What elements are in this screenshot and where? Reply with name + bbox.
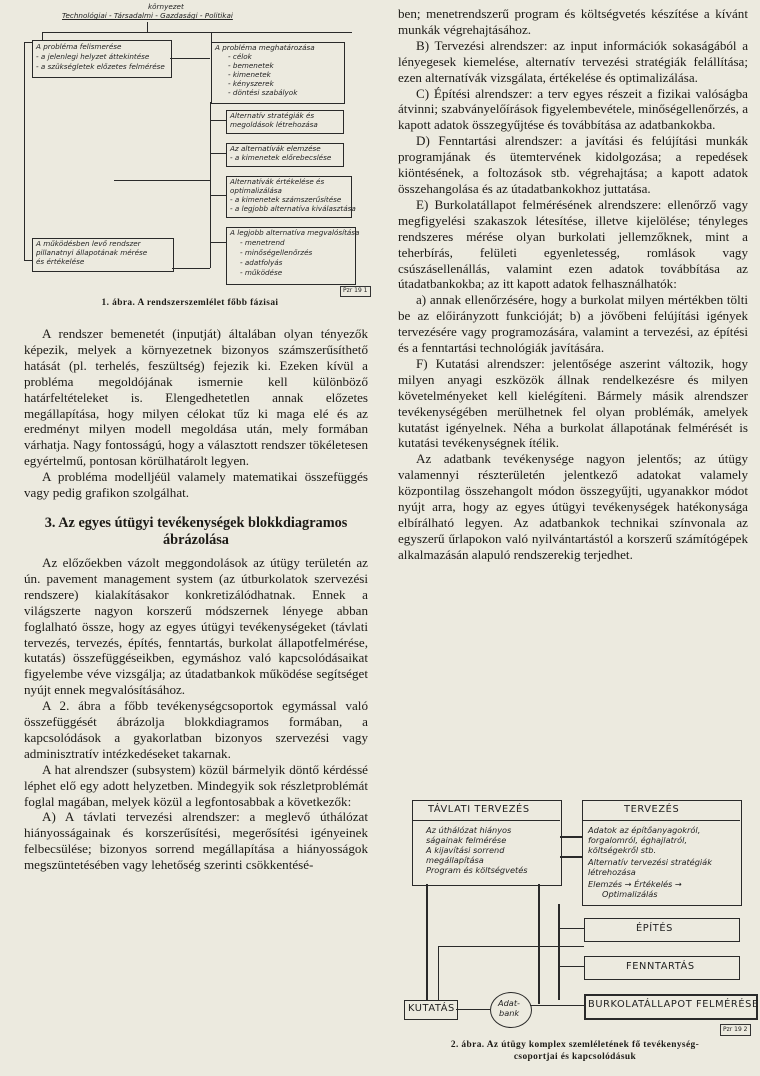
paragraph: D) Fenntartási alrendszer: a javítási és felújítási munkák programjának és ütemtervének kidolgozása; a repedések kiöntésének, a foltozások stb. végrehajtása; a kapott adatok összehangolása és az útadatbankokhoz juttatása. bbox=[398, 133, 748, 196]
fig1-define-line-3: - bemenetek bbox=[228, 61, 274, 70]
fig1-alt-analysis-line-2: - a kimenetek előrebecslése bbox=[230, 153, 332, 162]
fig1-environment-label: környezet bbox=[148, 2, 184, 11]
fig1-realization-line-4: - adatfolyás bbox=[240, 258, 283, 267]
fig2-design-line-6: Elemzés → Értékelés → bbox=[588, 879, 682, 889]
fig1-alt-analysis-line-1: Az alternatívák elemzése bbox=[230, 144, 321, 153]
fig1-realization-line-2: - menetrend bbox=[240, 238, 285, 247]
paragraph: A probléma modelljéül valamely matematikai összefüggés vagy pedig grafikon szolgálhat. bbox=[24, 469, 368, 501]
fig2-design-line-3: költségekről stb. bbox=[588, 845, 657, 855]
fig2-research-label: KUTATÁS bbox=[408, 1003, 455, 1014]
fig2-design-line-1: Adatok az építőanyagokról, bbox=[588, 825, 701, 835]
figure-2-diagram bbox=[398, 796, 759, 1040]
fig1-operation-line-2: pillanatnyi állapotának mérése bbox=[36, 248, 148, 257]
fig1-alt-eval-line-2: optimalizálása bbox=[230, 186, 282, 195]
fig2-design-line-5: létrehozása bbox=[588, 867, 636, 877]
fig2-databank-label-1: Adat- bbox=[498, 998, 520, 1008]
fig1-define-line-1: A probléma meghatározása bbox=[215, 43, 315, 52]
fig1-caption: 1. ábra. A rendszerszemlélet főbb fázisai bbox=[101, 298, 279, 308]
fig1-realization-line-3: - minőségellenőrzés bbox=[240, 248, 313, 257]
fig1-feedback-label bbox=[0, 118, 1, 170]
fig1-define-line-6: - döntési szabályok bbox=[228, 88, 298, 97]
fig1-strategies-line-1: Alternatív stratégiák és bbox=[230, 111, 315, 120]
figure-1-diagram bbox=[14, 2, 366, 294]
section-heading: 3. Az egyes útügyi tevékenységek blokkdiagramos ábrázolása bbox=[44, 514, 348, 548]
fig1-problem-line-1: A probléma felismerése bbox=[36, 42, 122, 51]
fig2-tag: Pzr 19 2 bbox=[720, 1024, 751, 1036]
fig1-realization-line-5: - működése bbox=[240, 268, 283, 277]
fig1-tag: Pzr 19 1 bbox=[340, 286, 371, 297]
paragraph: a) annak ellenőrzésére, hogy a burkolat milyen mértékben tölti be az előirányzott funkcióját; b) a jövőbeni felújítási igények tervezésére vagy programozására, valamint a tervezési, az építési és a fenntartási technológiák javítására. bbox=[398, 292, 748, 356]
paragraph: B) Tervezési alrendszer: az input információk sokaságából a lényegesek kiemelése, alternatív tervezési stratégiák felállítása; ezen alternatívák vizsgálata, értékelése és optimalizálása. bbox=[398, 37, 748, 85]
fig1-define-line-5: - kényszerek bbox=[228, 79, 274, 88]
fig1-problem-line-2: - a jelenlegi helyzet áttekintése bbox=[36, 52, 150, 61]
fig1-operation-line-1: A működésben levő rendszer bbox=[36, 239, 141, 248]
paragraph: A 2. ábra a főbb tevékenységcsoportok egymással való összefüggését ábrázolja blokkdiagramos formában, a kapcsolódások a gyakorlatban bizonyos szervezési vagy adminisztratív intézkedéseket takarnak. bbox=[24, 698, 368, 761]
fig2-long-term-line-3: A kijavítási sorrend bbox=[426, 845, 505, 855]
paragraph: Az adatbank tevékenysége nagyon jelentős; az útügy valamennyi részterületén jelentkező adatokat valamely központilag összehangolt módon összegyűjti, ugyanakkor módot nyújt arra, hogy az egyes útügyi tevékenységek hatékonysága elbírálható legyen. Az adatbankok technikai színvonala az egyszerű űrlapokon való nyilvántartástól a korszerű számítógépek alkalmazásán alapuló rendszerekig terjedhet. bbox=[398, 451, 748, 562]
paragraph: A hat alrendszer (subsystem) közül bármelyik döntő kérdéssé léphet elő egy adott helyzetben. Mindegyik sok részletproblémát foglal magában, melyek közül a legfontosabbak a következők: bbox=[24, 761, 368, 809]
fig2-design-line-2: forgalomról, éghajlatról, bbox=[588, 835, 688, 845]
fig2-long-term-line-4: megállapítása bbox=[426, 855, 484, 865]
paragraph: Az előzőekben vázolt meggondolások az útügy területén az ún. pavement management system (az útburkolatok szervezési rendszere) kialakításakor konkretizálódhatnak. Ennek a világszerte nagyon korszerű módszernek lényege abban foglalható össze, hogy az egyes útügyi tevékenységeket (távlati tervezés, tervezés, építés, fenntartás, burkolat állapotfelmérése, kutatás) összefüggéseikben, egymáshoz való kapcsolódásaikat figyelembe véve vizsgálja; az útadatbankok működése segítséget nyújt ennek megvalósításához. bbox=[24, 554, 368, 698]
fig2-long-term-title: TÁVLATI TERVEZÉS bbox=[428, 804, 530, 815]
fig1-problem-line-3: - a szükségletek előzetes felmérése bbox=[36, 62, 165, 71]
fig1-environment-factors: Technológiai - Társadalmi - Gazdasági - Politikai bbox=[62, 11, 233, 20]
paragraph: E) Burkolatállapot felmérésének alrendszere: ellenőrző vagy megfigyelési szakaszok létesítése, illetve kijelölése; tényleges rendszeres mérése olyan burkolati jellemzőknek, mint a teherbírás, felületi egyenletesség, romlások vagy csúszásellenállás, valamint ezen adatok továbbítása az útadatbankokba; az itt kapott adatok felhasználhatók: bbox=[398, 196, 748, 292]
fig1-alt-eval-line-3: - a kimenetek számszerűsítése bbox=[230, 195, 342, 204]
fig1-alt-eval-line-4: - a legjobb alternatíva kiválasztása bbox=[230, 204, 356, 213]
fig1-operation-line-3: és értékelése bbox=[36, 257, 85, 266]
fig2-design-line-4: Alternatív tervezési stratégiák bbox=[588, 857, 712, 867]
paragraph: F) Kutatási alrendszer: jelentősége aszerint változik, hogy milyen anyagi eszközök állnak rendelkezésre és milyen követelményeket kell kielégíteni. Bármely másik alrendszer tevékenységében merülhetnek fel olyan problémák, amelyek kutatást igényelnek. Néha a burkolat állapotának felmérését is kutatási tevékenységnek ítélik. bbox=[398, 355, 748, 451]
fig1-define-line-4: - kimenetek bbox=[228, 70, 271, 79]
fig2-design-line-7: Optimalizálás bbox=[602, 889, 658, 899]
fig2-caption-line-1: 2. ábra. Az útügy komplex szemléletének fő tevékenység- bbox=[450, 1040, 700, 1050]
fig2-construction-label: ÉPÍTÉS bbox=[636, 923, 673, 934]
fig2-caption-line-2: csoportjai és kapcsolódásuk bbox=[513, 1052, 637, 1062]
paragraph: A rendszer bemenetét (inputját) általában olyan tényezők képezik, melyek a környezetnek bizonyos számszerűsíthető hatását (pl. terhelés, feszültség) fejezik ki. Ezeken kívül a probléma megoldójának ismernie kell különböző határfeltételeket is. Elengedhetetlen annak előzetes megállapítása, hogy milyen célokat tűz ki maga elé és az eredményt milyen modell megoldása után, mely formában várhatja. Nagy fontosságú, hogy a választott rendszer tökéletesen egyértelmű, pontosan körülhatárolt legyen. bbox=[24, 326, 368, 469]
paragraph: ben; menetrendszerű program és költségvetés készítése a kívánt munkák végrehajtásához. bbox=[398, 6, 748, 37]
fig2-databank-label-2: bank bbox=[499, 1008, 520, 1018]
fig1-strategies-line-2: megoldások létrehozása bbox=[230, 120, 318, 129]
fig2-survey-label: BURKOLATÁLLAPOT FELMÉRÉSE bbox=[588, 999, 759, 1010]
left-text-column bbox=[24, 326, 368, 873]
fig1-define-line-2: - célok bbox=[228, 52, 252, 61]
fig1-alt-eval-line-1: Alternatívák értékelése és bbox=[230, 177, 325, 186]
fig2-long-term-line-5: Program és költségvetés bbox=[426, 865, 528, 875]
fig1-realization-line-1: A legjobb alternatíva megvalósítása bbox=[230, 228, 360, 237]
fig2-design-title: TERVEZÉS bbox=[624, 804, 680, 815]
right-text-column bbox=[398, 6, 748, 563]
fig2-maintenance-label: FENNTARTÁS bbox=[626, 961, 695, 972]
fig2-long-term-line-2: ságainak felmérése bbox=[426, 835, 507, 845]
paragraph: A) A távlati tervezési alrendszer: a meglevő úthálózat hiányosságainak és korszerűsítési, megerősítési igényeinek felbecsülése; bizonyos sorrend megállapítása a hiányosságok megszüntetésében vagy lehetőség szerinti csökkentésé- bbox=[24, 809, 368, 873]
fig2-long-term-line-1: Az úthálózat hiányos bbox=[426, 825, 512, 835]
paragraph: C) Építési alrendszer: a terv egyes részeit a fizikai valóságba átvinni; szabványelőírások figyelembevétele, minőségellenőrzés, a kapott adatok összegyűjtése és továbbítása az adatbankokba. bbox=[398, 85, 748, 133]
